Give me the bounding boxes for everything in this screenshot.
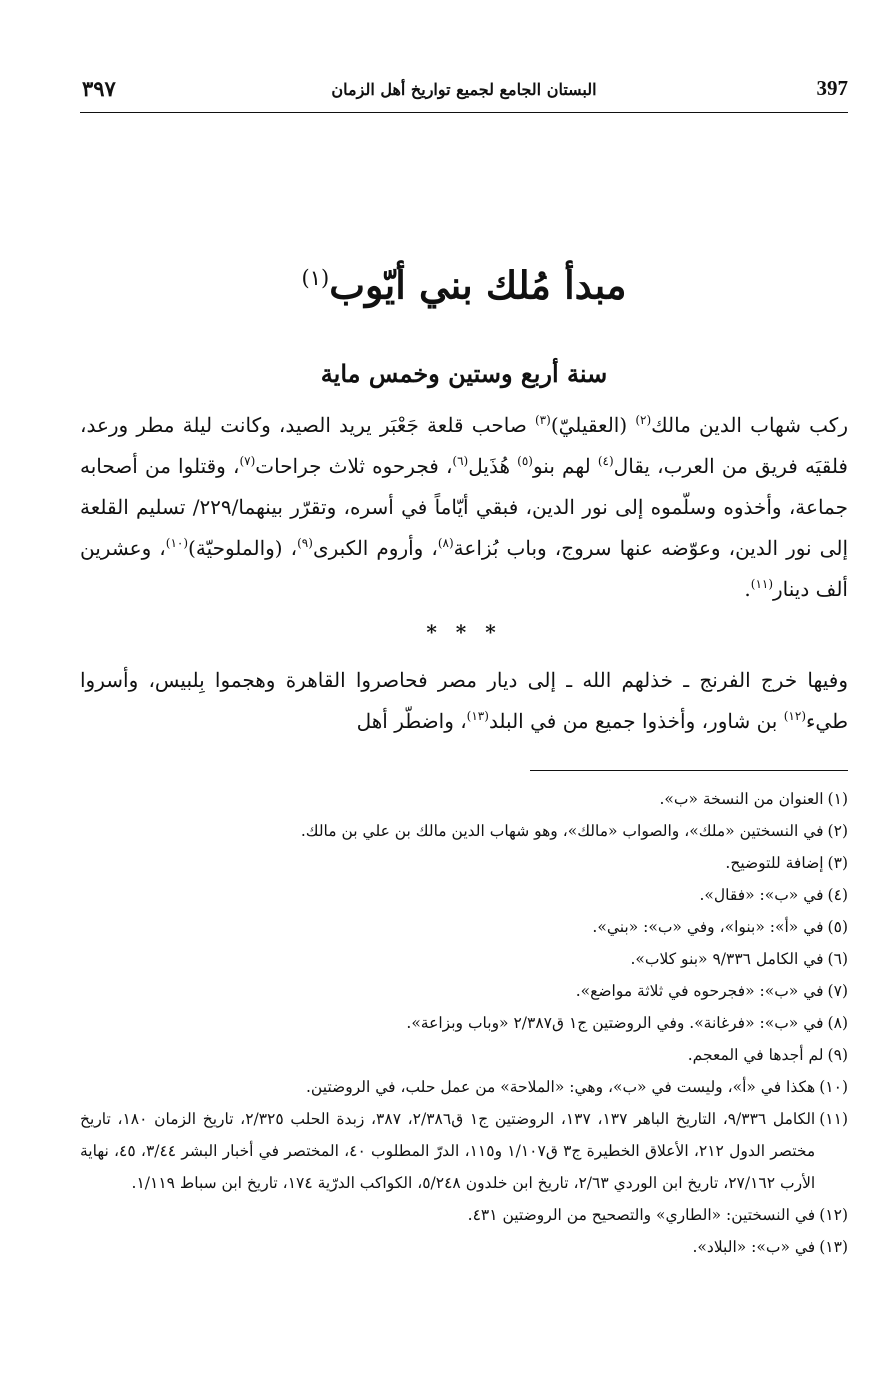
footnote-item: [80, 847, 848, 879]
footnote-text: الكامل ٩/٣٣٦، التاريخ الباهر ١٣٧، ١٣٧، الروضتين ج١ ق٢/٣٨٦، ٣٨٧، زبدة الحلب ٢/٣٢٥، تاريخ الزمان ١٨٠، تاريخ مختصر الدول ٢١٢، الأعلاق الخطيرة ج٣ ق١/١٠٧ و١١٥، الدرّ المطلوب ٤٠، المختصر في أخبار البشر ٣/٤٤، ٤٥، نهاية الأرب ٢٧/١٦٢، تاريخ ابن الوردي ٢/٦٣، تاريخ ابن خلدون ٥/٢٤٨، الكواكب الدرّية ١٧٤، تاريخ ابن سباط ١/١١٩.: [80, 1110, 816, 1192]
footnote-text: في «ب»: «فجرحوه في ثلاثة مواضع».: [575, 982, 824, 1000]
footnote-text: في النسختين: «الطاري» والتصحيح من الروضتين ٤٣١.: [467, 1206, 816, 1224]
section-separator: * * *: [426, 620, 502, 644]
footnote-text: في النسختين «ملك»، والصواب «مالك»، وهو شهاب الدين مالك بن علي بن مالك.: [300, 822, 824, 840]
footnote-item: [80, 1039, 848, 1071]
text-run: ، واضطّر أهل: [356, 709, 467, 733]
text-run: صاحب قلعة جَعْبَر يريد الصيد، وكانت ليلة مطر ورعد، فلقيَه فريق من العرب، يقال: [80, 413, 848, 478]
text-run: ، وأروم الكبرى: [312, 536, 438, 560]
footnote-number: (٣): [827, 854, 848, 872]
footnote-number: (٤): [827, 886, 848, 904]
footnote-text: لم أجدها في المعجم.: [687, 1046, 824, 1064]
footnote-item: [80, 1199, 848, 1231]
footnote-item: [80, 1103, 848, 1199]
footnote-ref: (٢): [635, 413, 652, 427]
footnote-ref: (٨): [437, 536, 454, 550]
page-number-arabic: ٣٩٧: [82, 76, 116, 101]
text-run: .: [744, 577, 751, 601]
footnote-item: [80, 815, 848, 847]
text-run: (العقيليّ): [550, 413, 636, 437]
footnote-ref: (١٣): [466, 709, 489, 723]
footnote-ref: (٤): [597, 454, 614, 468]
footnote-text: في الكامل ٩/٣٣٦ «بنو كلاب».: [630, 950, 824, 968]
footnote-text: هكذا في «أ»، وليست في «ب»، وهي: «الملاحة» من عمل حلب، في الروضتين.: [305, 1078, 816, 1096]
footnote-item: [80, 1071, 848, 1103]
footnote-item: [80, 1231, 848, 1263]
text-run: بن شاور، وأخذوا جميع من في البلد: [488, 709, 784, 733]
book-page: [80, 0, 848, 1393]
footnotes-divider: [530, 770, 848, 771]
footnote-text: إضافة للتوضيح.: [725, 854, 824, 872]
footnote-ref: (٧): [239, 454, 256, 468]
footnote-ref: (١٠): [165, 536, 189, 550]
footnote-number: (٩): [827, 1046, 848, 1064]
footnote-number: (١١): [819, 1110, 848, 1128]
body-paragraph-2: [80, 660, 848, 742]
footnote-text: في «ب»: «فرغانة». وفي الروضتين ج١ ق٢/٣٨٧ «وباب وبزاعة».: [406, 1014, 824, 1032]
body-paragraph-1: [80, 405, 848, 610]
footnote-number: (٨): [827, 1014, 848, 1032]
text-run: وفيها خرج الفرنج ـ خذلهم الله ـ إلى ديار مصر فحاصروا القاهرة وهجموا بِلبيس، وأسروا طيء: [80, 668, 848, 733]
footnote-item: [80, 943, 848, 975]
footnote-item: [80, 1007, 848, 1039]
chapter-title-text: مبدأ مُلك بني أيّوب: [329, 262, 627, 308]
footnote-ref: (١٢): [783, 709, 806, 723]
footnote-text: في «أ»: «بنوا»، وفي «ب»: «بني».: [592, 918, 824, 936]
footnote-number: (١٢): [819, 1206, 848, 1224]
footnote-ref: (٩): [297, 536, 313, 550]
text-run: ، (والملوحيّة): [188, 536, 298, 560]
running-title: البستان الجامع لجميع تواريخ أهل الزمان: [331, 80, 597, 99]
chapter-title: [80, 248, 848, 316]
footnote-item: [80, 783, 848, 815]
footnote-number: (٥): [827, 918, 848, 936]
footnote-text: في «ب»: «فقال».: [699, 886, 824, 904]
footnote-number: (٦): [827, 950, 848, 968]
footnote-item: [80, 879, 848, 911]
year-heading: سنة أربع وستين وخمس ماية: [320, 359, 608, 388]
footnote-ref: (٦): [452, 454, 469, 468]
footnote-number: (١٠): [819, 1078, 848, 1096]
footnote-number: (١٣): [819, 1238, 848, 1256]
footnote-text: في «ب»: «البلاد».: [692, 1238, 816, 1256]
text-run: ركب شهاب الدين مالك: [651, 413, 848, 437]
footnote-text: العنوان من النسخة «ب».: [659, 790, 824, 808]
chapter-title-footnote-ref: (١): [301, 266, 330, 290]
footnote-ref: (٣): [534, 413, 551, 427]
text-run: لهم بنو: [532, 454, 598, 478]
footnote-item: [80, 975, 848, 1007]
text-run: هُذَيل: [468, 454, 518, 478]
footnote-ref: (١١): [750, 577, 774, 591]
text-run: ، فجرحوه ثلاث جراحات: [255, 454, 453, 478]
footnote-number: (٢): [827, 822, 848, 840]
footnote-number: (٧): [827, 982, 848, 1000]
page-number-latin: 397: [816, 76, 848, 100]
footnote-ref: (٥): [517, 454, 533, 468]
text-run: ، وقتلوا من أصحابه جماعة، وأخذوه وسلّموه إلى نور الدين، فبقي أيّاماً في أسره، وتقرّر بينهما/٢٢٩/ تسليم القلعة إلى نور الدين، وعوّضه عنها سروج، وباب بُزاعة: [80, 454, 848, 560]
running-header: [80, 74, 848, 113]
footnotes-list: [80, 783, 848, 1263]
text-run: ، وعشرين ألف دينار: [80, 536, 848, 601]
footnote-number: (١): [827, 790, 848, 808]
footnote-item: [80, 911, 848, 943]
